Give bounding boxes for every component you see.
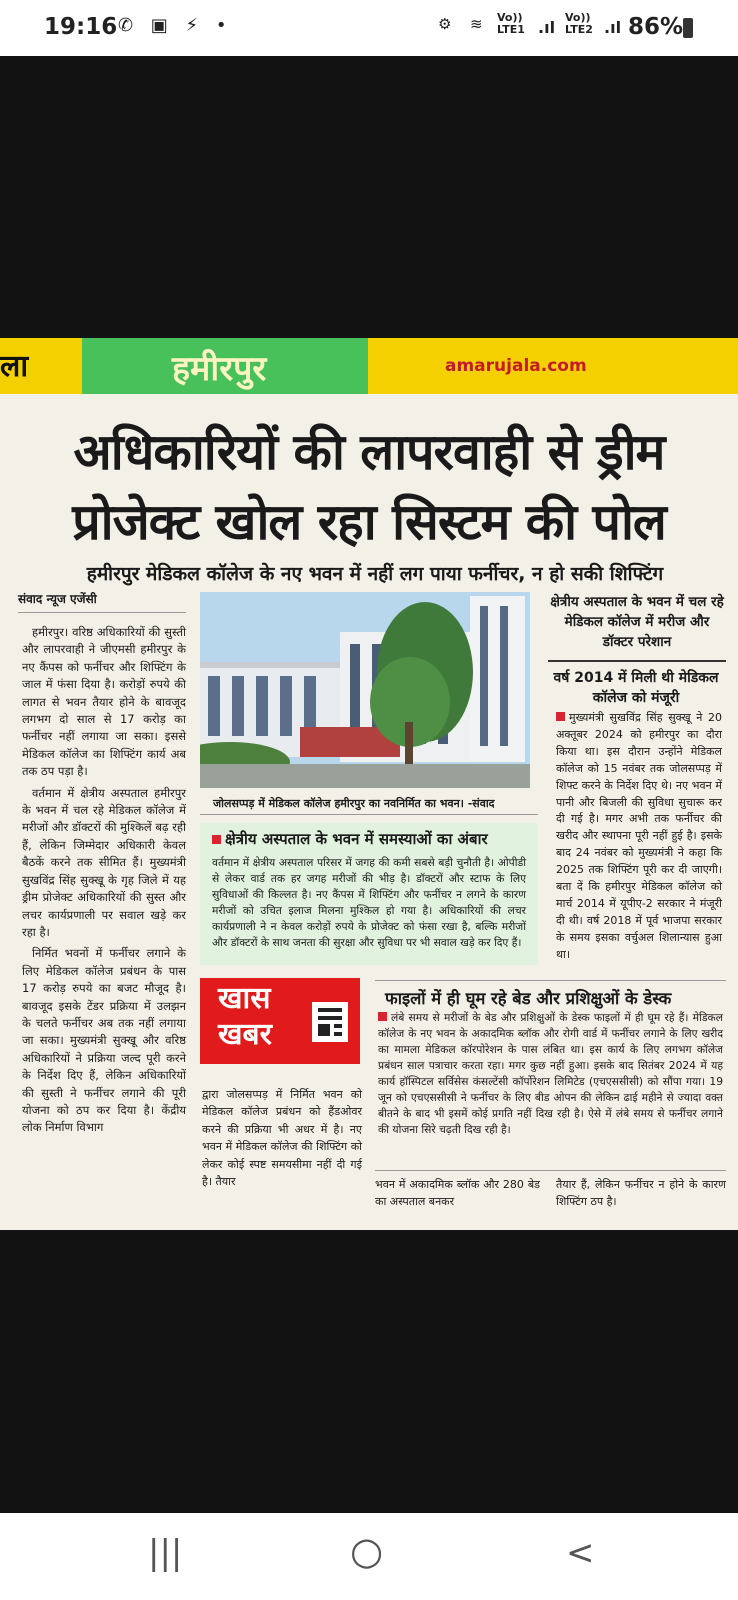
right-column-body <box>556 710 722 964</box>
headline-line1: अधिकारियों की लापरवाही से ड्रीम <box>73 423 665 481</box>
green-box-title-text: क्षेत्रीय अस्पताल के भवन में समस्याओं का अंबार <box>225 830 488 848</box>
battery-icon <box>683 18 693 38</box>
signal-sim2-icon: .ıl <box>604 18 622 37</box>
files-section-body <box>378 1010 723 1138</box>
article-column-middle: द्वारा जोलसप्पड़ में निर्मित भवन को मेडिकल कॉलेज प्रबंधन को हैंडओवर करने की प्रक्रिया भी अधर में है। नए भवन में मेडिकल कॉलेज की शिफ्टिंग को लेकर कोई स्पष्ट समयसीमा नहीं दी गई है। तैयार <box>202 1088 362 1189</box>
right-box-text: क्षेत्रीय अस्पताल के भवन में चल रहे मेडिकल कॉलेज में मरीज और डॉक्टर परेशान <box>550 594 724 650</box>
headline-line2: प्रोजेक्ट खोल रहा सिस्टम की पोल <box>72 493 666 551</box>
right-box-divider <box>548 660 726 662</box>
bullet-square-icon <box>556 712 565 721</box>
newspaper-icon <box>312 1002 348 1042</box>
masthead-edition-cut: ला <box>0 349 29 384</box>
status-icons: ⚙ <box>438 15 452 33</box>
back-button[interactable]: < <box>566 1533 595 1573</box>
masthead-site: amarujala.com <box>445 356 587 376</box>
signal-sim1-icon: .ıl <box>538 18 556 37</box>
image-viewer-bottom-area[interactable] <box>0 1230 738 1513</box>
khas-label: खास <box>218 981 271 1016</box>
masthead-city-box <box>82 338 368 394</box>
article-paragraph: वर्तमान में क्षेत्रीय अस्पताल हमीरपुर के भवन में चल रहे मेडिकल कॉलेज में मरीजों और डॉक्टरों की मुश्किलें बढ़ रही हैं, लेकिन जिम्मेदार अधिकारी केवल बैठकें करने तक सीमित हैं। मुख्यमंत्री सुखविंद्र सिंह सुक्खू के गृह जिले में यह ड्रीम प्रोजेक्ट अधिकारियों की सुस्त और लचर कार्यप्रणाली पर सवाल खड़े कर रहा है। <box>22 785 186 939</box>
status-time: 19:16 <box>44 14 118 40</box>
green-info-box <box>200 823 538 965</box>
network-sim2-label: Vo)) LTE2 <box>565 11 593 36</box>
article-paragraph: निर्मित भवनों में फर्नीचर लगाने के लिए मेडिकल कॉलेज प्रबंधन के पास 17 करोड़ रुपये का बजट मौजूद है। बावजूद इसके टेंडर प्रक्रिया में उलझन के चलते फर्नीचर अब तक नहीं लगाया जा सका। मुख्यमंत्री सुक्खू और वरिष्ठ अधिकारियों ने प्रक्रिया जल्द पूरी करने के निर्देश दिए हैं, लेकिन अधिकारियों की सुस्ती ने फर्नीचर लगाने की पूरी योजना को ठप कर दिया है। केंद्रीय लोक निर्माण विभाग <box>22 946 186 1135</box>
article-paragraph: हमीरपुर। वरिष्ठ अधिकारियों की सुस्ती और लापरवाही ने जीएमसी हमीरपुर के नए कैंपस को फर्नीचर और शिफ्टिंग के जाल में फंसा दिया है। करोड़ों रुपये की लागत से भवन तैयार होने के बावजूद लगभग दो साल से 17 करोड़ का फर्नीचर नहीं लगाया जा सका। इससे मेडिकल कॉलेज का शिफ्टिंग कार्य अब तक ठप पड़ा है। <box>22 625 186 779</box>
status-bar <box>0 0 738 56</box>
network-sim1-label: Vo)) LTE1 <box>497 11 525 36</box>
files-bottom-divider <box>375 1170 726 1171</box>
files-section-title: फाइलों में ही घूम रहे बेड और प्रशिक्षुओं के डेस्क <box>385 989 672 1008</box>
caption-divider <box>200 814 538 815</box>
notification-icons: ✆ ▣ ⚡ • <box>118 15 233 36</box>
recents-button[interactable]: ||| <box>148 1533 183 1573</box>
byline: संवाद न्यूज एजेंसी <box>18 592 97 606</box>
photo-caption: जोलसप्पड़ में मेडिकल कॉलेज हमीरपुर का नवनिर्मित का भवन। -संवाद <box>213 797 495 810</box>
khabar-label: खबर <box>218 1017 272 1052</box>
files-section-text: लंबे समय से मरीजों के बेड और प्रशिक्षुओं के डेस्क फाइलों में ही घूम रहे हैं। मेडिकल कॉलेज के नए भवन के अकादमिक ब्लॉक और रोगी वार्ड में फर्नीचर लगाने के लिए खरीद का मामला मेडिकल कॉरपोरेशन के पास लंबित था। इस कार्य के लिए लगभग कॉलेज प्रबंधन साल पत्राचार करता रहा। मगर कुछ नहीं हुआ। इसके बाद सितंबर 2024 में यह कार्य हॉस्पिटल सर्विसेस कंसल्टेंसी कॉर्पोरेशन लिमिटेड (एचएससीसी) को सौंपा गया। 19 जून को एचएससीसी ने फर्नीचर के लिए बीड ओपन की लेकिन ढाई महीने से ज्यादा वक्त बीतने के बाद भी इसमें कोई प्रगति नहीं दिख रही है। ऐसे में लंबे समय से फर्नीचर लगाने की योजना सिरे चढ़ती दिख रही है। <box>378 1011 723 1136</box>
newspaper-clipping[interactable] <box>0 338 738 1230</box>
image-viewer-top-area[interactable] <box>0 56 738 338</box>
wifi-icon: ≋ <box>470 15 483 33</box>
subheadline: हमीरपुर मेडिकल कॉलेज के नए भवन में नहीं लग पाया फर्नीचर, न हो सकी शिफ्टिंग <box>86 563 664 585</box>
bullet-square-icon <box>378 1012 387 1021</box>
right-box <box>548 592 726 658</box>
home-button[interactable]: ○ <box>350 1529 384 1573</box>
byline-divider <box>18 612 186 613</box>
right-column-text: मुख्यमंत्री सुखविंद्र सिंह सुक्खू ने 20 अक्तूबर 2024 को हमीरपुर का दौरा किया था। इस दौरान उन्होंने मेडिकल कॉलेज को 15 नवंबर तक जोलसप्पड़ में शिफ्ट करने के निर्देश दिए थे। नए भवन में पानी और बिजली की सुविधा सुचारू कर दी गई है। मगर अभी तक फर्नीचर की खरीद और स्थापना पूरी नहीं हुई है। इसके बाद 24 नवंबर को मुख्यमंत्री ने कहा कि 2025 तक शिफ्टिंग पूरी कर दी जाएगी। बता दें कि हमीरपुर मेडिकल कॉलेज को मार्च 2014 में यूपीए-2 सरकार ने मंजूरी दी थी। वर्ष 2018 में पूर्व भाजपा सरकार के समय इसका वर्चुअल शिलान्यास हुआ था। <box>556 711 722 961</box>
building-photo <box>200 592 530 788</box>
article-column-bottom-left: भवन में अकादमिक ब्लॉक और 280 बेड का अस्पताल बनकर <box>375 1178 540 1209</box>
right-subheading: वर्ष 2014 में मिली थी मेडिकल कॉलेज को मंजूरी <box>553 670 719 706</box>
navigation-bar <box>0 1513 738 1600</box>
green-box-body: वर्तमान में क्षेत्रीय अस्पताल परिसर में जगह की कमी सबसे बड़ी चुनौती है। ओपीडी से लेकर वार्ड तक हर जगह मरीजों की भीड़ है। डॉक्टरों और स्टाफ के लिए सुविधाओं की किल्लत है। नए कैंपस में शिफ्टिंग और फर्नीचर न लगने के कारण मरीजों को उचित इलाज मिलना मुश्किल हो गया है। अधिकारियों की लचर कार्यप्रणाली ने न केवल करोड़ों रुपये के प्रोजेक्ट को फंसा रखा है, बल्कि मरीजों और डॉक्टरों के साथ जनता की सुरक्षा और सुविधा पर भी सवाल खड़े कर दिए हैं। <box>212 856 526 949</box>
bullet-square-icon <box>212 835 221 844</box>
khas-khabar-badge <box>200 978 360 1064</box>
article-column-1 <box>22 624 186 1141</box>
green-box-title <box>212 829 488 849</box>
files-top-divider <box>375 980 726 981</box>
building-illustration <box>200 592 530 788</box>
battery-percentage: 86% <box>628 14 684 40</box>
masthead-city: हमीरपुर <box>172 349 267 389</box>
article-column-bottom-right: तैयार हैं, लेकिन फर्नीचर न होने के कारण शिफ्टिंग ठप है। <box>556 1178 726 1209</box>
